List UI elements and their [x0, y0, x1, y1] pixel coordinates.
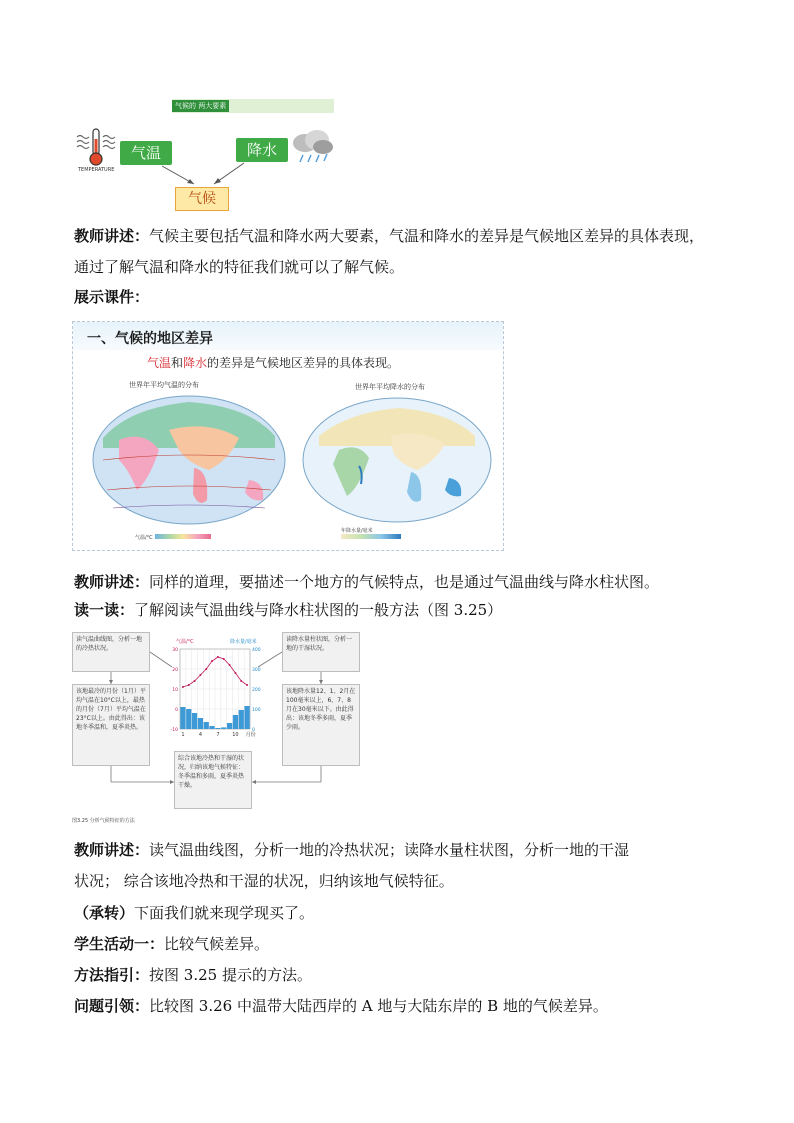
temperature-point	[246, 684, 248, 686]
y-right-tick-label: 0	[252, 728, 255, 733]
subtitle-part: 气温	[147, 356, 172, 370]
box-summary: 综合该地冷热和干湿的状况，归纳该地气候特征：冬季温和多雨，夏季炎热干燥。	[174, 751, 252, 809]
precipitation-bar	[221, 727, 226, 729]
text: 状况； 综合该地冷热和干湿的状况，归纳该地气候特征。	[74, 872, 454, 890]
teacher-statement-3	[74, 840, 629, 860]
legend1-bar	[155, 534, 211, 539]
precipitation-bar	[239, 710, 244, 729]
precipitation-bar	[180, 707, 185, 729]
x-tick-label: 10	[232, 732, 239, 738]
question-guide	[74, 996, 608, 1016]
text: 下面我们就来现学现买了。	[134, 904, 315, 922]
figure-3-25	[72, 627, 370, 827]
method-guide	[74, 965, 312, 985]
show-slide-label	[74, 287, 149, 307]
label: 教师讲述：	[74, 573, 150, 591]
precipitation-bar	[186, 709, 191, 729]
courseware-slide	[72, 321, 504, 551]
text: 比较图 3.26 中温带大陆西岸的 A 地与大陆东岸的 B 地的气候差异。	[149, 997, 608, 1015]
y-left-tick-label: 0	[175, 708, 178, 713]
text: 按图 3.25 提示的方法。	[149, 966, 312, 984]
y-left-tick-label: -10	[170, 728, 178, 733]
precipitation-bar	[192, 713, 197, 729]
student-activity-1	[74, 934, 269, 954]
y-left-tick-label: 30	[172, 648, 178, 653]
x-tick-label: 4	[198, 732, 203, 738]
label: （承转）	[74, 904, 135, 922]
precipitation-bar	[227, 723, 232, 729]
climate-chart	[168, 637, 268, 747]
axis-right-label: 降水量/毫米	[230, 639, 257, 645]
climate-elements-figure	[72, 99, 334, 211]
temperature-map	[89, 390, 289, 530]
x-tick-label: 7	[216, 732, 220, 738]
box-read-precipitation: 读降水量柱状图，分析一地的干湿状况。	[282, 632, 360, 672]
y-left-tick-label: 10	[172, 688, 178, 693]
temperature-box: 气温	[120, 141, 172, 165]
temperature-point	[211, 660, 213, 662]
box-temperature-analysis: 该地最冷的月份（1月）平均气温在10°C以上，最热的月份（7月）平均气温在23°C以上。由此得出：该地冬季温和，夏季炎热。	[72, 684, 150, 766]
precipitation-map	[299, 392, 495, 528]
legend2-bar	[341, 534, 401, 539]
y-left-tick-label: 20	[172, 668, 178, 673]
text: 了解阅读气温曲线与降水柱状图的一般方法（图 3.25）	[134, 601, 503, 619]
precipitation-bar	[204, 722, 209, 729]
climate-box: 气候	[175, 187, 229, 211]
figure-caption: 图3.25 分析气候特征的方法	[72, 818, 135, 824]
label: 教师讲述：	[74, 227, 150, 245]
temperature-point	[194, 680, 196, 682]
y-right-tick-label: 400	[252, 648, 261, 653]
precipitation-bar	[233, 715, 238, 729]
x-tick-label: 月份	[245, 732, 256, 738]
text: 比较气候差异。	[164, 935, 270, 953]
box-read-temperature: 读气温曲线图，分析一地的冷热状况。	[72, 632, 150, 672]
label: 问题引领：	[74, 997, 150, 1015]
subtitle-part: 的差异是气候地区差异的具体表现。	[207, 356, 400, 370]
legend1-label: 气温/°C	[135, 535, 153, 541]
subtitle-part: 和	[171, 356, 184, 370]
temperature-point	[223, 658, 225, 660]
label: 展示课件：	[74, 288, 150, 306]
precipitation-bar	[244, 706, 249, 729]
transition	[74, 903, 314, 923]
teacher-statement-3-cont	[74, 871, 454, 891]
label: 读一读：	[74, 601, 135, 619]
text: 气候主要包括气温和降水两大要素，气温和降水的差异是气候地区差异的具体表现，	[149, 227, 705, 245]
x-tick-label: 1	[181, 732, 185, 738]
thermometer-caption: TEMPERATURE	[78, 167, 115, 173]
axis-left-label: 气温/°C	[176, 639, 194, 645]
teacher-statement-1	[74, 226, 704, 246]
read-section	[74, 600, 502, 620]
map1-title: 世界年平均气温的分布	[129, 381, 199, 389]
precipitation-bar	[209, 726, 214, 729]
label: 方法指引：	[74, 966, 150, 984]
temperature-point	[240, 680, 242, 682]
temperature-point	[229, 664, 231, 666]
legend2-label: 年降水量/毫米	[341, 528, 373, 534]
text: 读气温曲线图，分析一地的冷热状况；读降水量柱状图，分析一地的干湿	[149, 841, 630, 859]
y-right-tick-label: 100	[252, 708, 261, 713]
text: 通过了解气温和降水的特征我们就可以了解气候。	[74, 258, 405, 276]
y-right-tick-label: 300	[252, 668, 261, 673]
precipitation-bar	[198, 718, 203, 729]
temperature-point	[188, 684, 190, 686]
figure-banner-label: 气候的 两大要素	[172, 100, 229, 112]
box-precipitation-analysis: 该地降水量12、1、2月在100毫米以上，6、7、8月在30毫米以下。由此得出：该地冬季多雨，夏季少雨。	[282, 684, 360, 766]
temperature-point	[182, 686, 184, 688]
subtitle-part: 降水	[183, 356, 208, 370]
y-right-tick-label: 200	[252, 688, 261, 693]
slide-subtitle	[147, 354, 399, 371]
teacher-statement-1-cont	[74, 257, 404, 277]
precipitation-box: 降水	[236, 138, 288, 162]
label: 教师讲述：	[74, 841, 150, 859]
text: 同样的道理，要描述一个地方的气候特点，也是通过气温曲线与降水柱状图。	[149, 573, 660, 591]
slide-title: 一、气候的地区差异	[87, 331, 213, 347]
temperature-point	[205, 668, 207, 670]
precipitation-bar	[215, 728, 220, 729]
temperature-point	[199, 674, 201, 676]
map2-title: 世界年平均降水的分布	[355, 383, 425, 391]
temperature-point	[217, 656, 219, 658]
teacher-statement-2	[74, 572, 659, 592]
temperature-point	[234, 672, 236, 674]
label: 学生活动一：	[74, 935, 165, 953]
